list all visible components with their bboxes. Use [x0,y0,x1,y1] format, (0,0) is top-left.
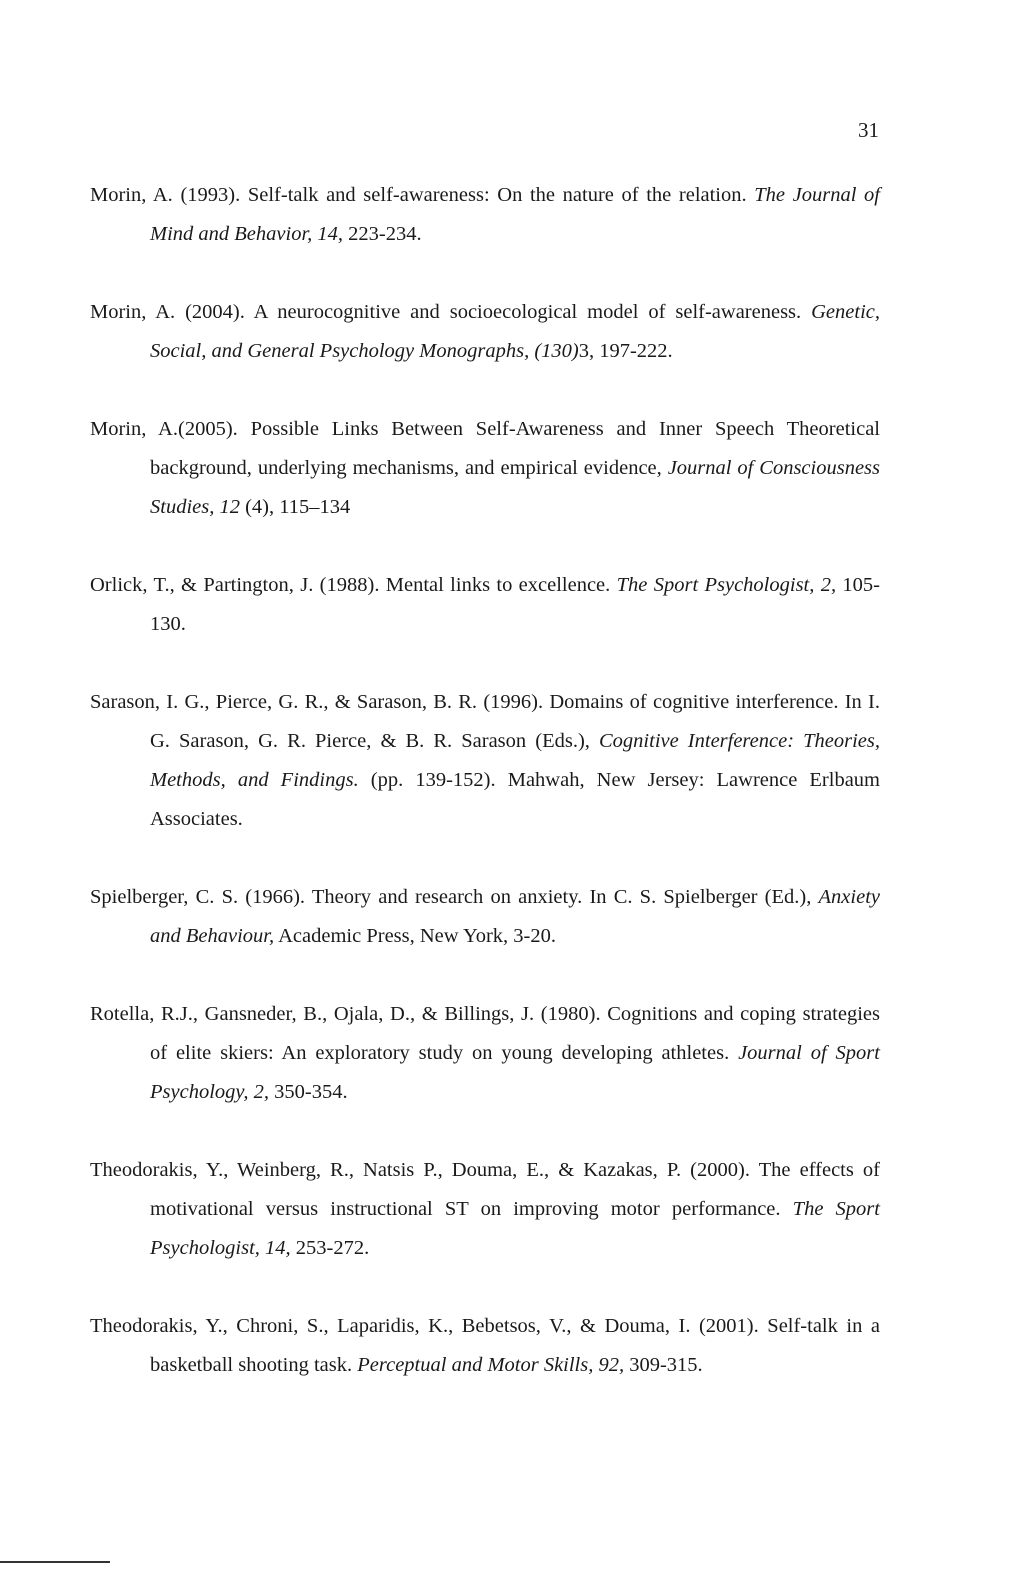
reference-text: Rotella, R.J., Gansneder, B., Ojala, D., & Billings, J. (1980). Cognitions and coping strategies of elite skiers: An exploratory study on young developing athletes. [90,1003,880,1064]
reference-source: Cognitive Interference: Theories, Methods, and Findings. [150,730,880,791]
reference-text: 105-130. [150,574,881,635]
reference-text: 253-272. [290,1237,370,1259]
reference-source: The Sport Psychologist, 14, [150,1198,880,1259]
reference-text: (pp. 139-152). Mahwah, New Jersey: Lawrence Erlbaum Associates. [150,769,881,830]
reference-text: 223-234. [343,223,422,245]
reference-text: 350-354. [269,1081,348,1103]
reference-entry [90,683,880,839]
reference-source: The Journal of Mind and Behavior, 14, [150,184,880,245]
reference-text: Morin, A.(2005). Possible Links Between Self-Awareness and Inner Speech Theoretical background, underlying mechanisms, and empirical evidence, [90,418,880,479]
reference-text: Sarason, I. G., Pierce, G. R., & Sarason, B. R. (1996). Domains of cognitive interference. In I. G. Sarason, G. R. Pierce, & B. R. Sarason (Eds.), [90,691,880,752]
reference-source: Anxiety and Behaviour, [150,886,880,947]
reference-text: 309-315. [624,1354,703,1376]
reference-text: Spielberger, C. S. (1966). Theory and research on anxiety. In C. S. Spielberger (Ed.), [90,886,819,908]
reference-text: Theodorakis, Y., Weinberg, R., Natsis P., Douma, E., & Kazakas, P. (2000). The effects of motivational versus instructional ST on improving motor performance. [90,1159,880,1220]
reference-text: Morin, A. (2004). A neurocognitive and socioecological model of self-awareness. [90,301,812,323]
reference-text: (4), 115–134 [239,496,351,518]
reference-source: The Sport Psychologist, 2, [616,574,837,596]
reference-list [90,176,880,1385]
reference-entry [90,176,880,254]
reference-text: 3, 197-222. [578,340,673,362]
reference-entry [90,1307,880,1385]
reference-text: Academic Press, New York, 3-20. [274,925,556,947]
page-number: 31 [858,118,879,142]
reference-text: Morin, A. (1993). Self-talk and self-awareness: On the nature of the relation. [90,184,755,206]
reference-text: Orlick, T., & Partington, J. (1988). Mental links to excellence. [90,574,617,596]
reference-source: Genetic, Social, and General Psychology Monographs, (130) [150,301,880,362]
reference-source: Perceptual and Motor Skills, 92, [357,1354,625,1376]
reference-source: Journal of Consciousness Studies, 12 [150,457,880,518]
reference-entry [90,293,880,371]
reference-entry [90,410,880,527]
reference-entry [90,1151,880,1268]
footer-rule [0,1561,110,1563]
reference-source: Journal of Sport Psychology, 2, [150,1042,880,1103]
reference-entry [90,995,880,1112]
reference-entry [90,878,880,956]
reference-entry [90,566,880,644]
reference-text: Theodorakis, Y., Chroni, S., Laparidis, K., Bebetsos, V., & Douma, I. (2001). Self-talk in a basketball shooting task. [90,1315,880,1376]
